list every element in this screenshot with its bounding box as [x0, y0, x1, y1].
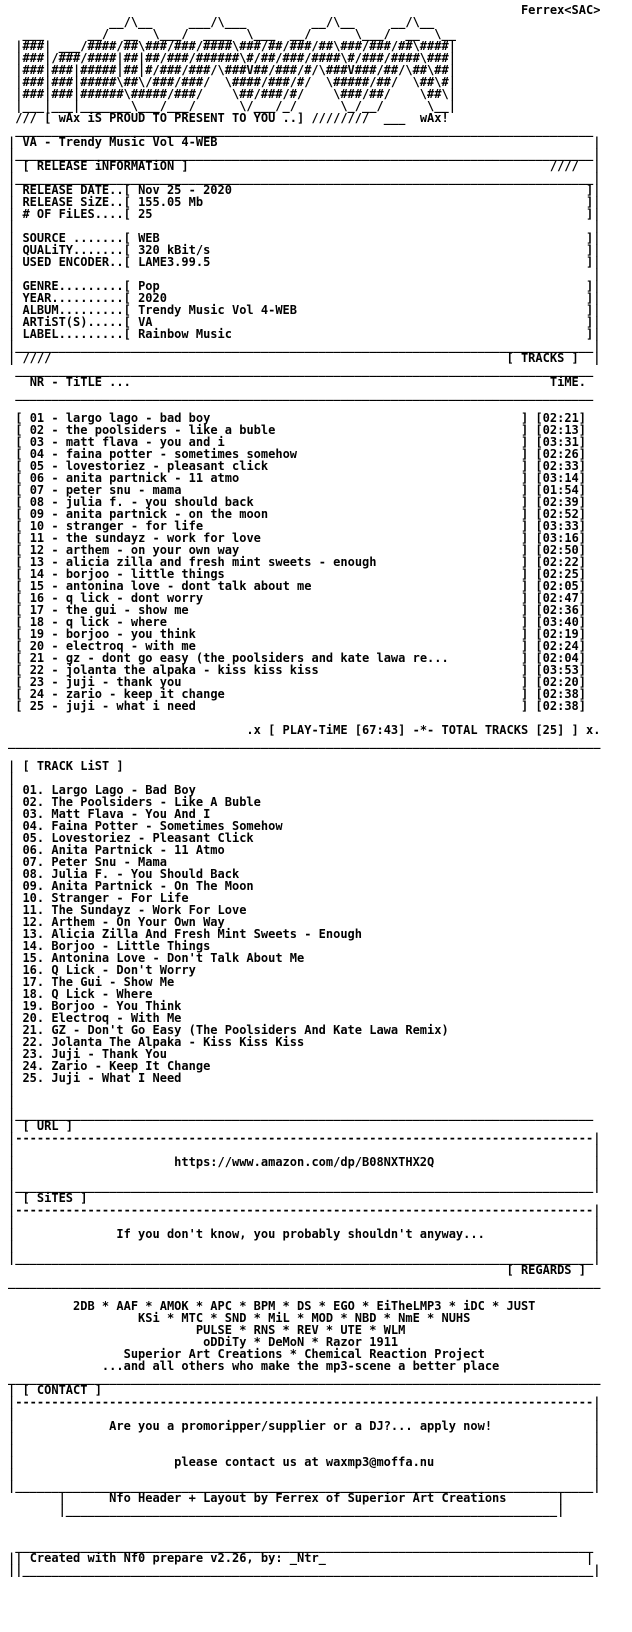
track-list-item: 20. Electroq - With Me [22, 1011, 182, 1025]
release-field-label: YEAR..........[ [22, 291, 131, 305]
track-number: 18 [29, 615, 45, 629]
track-list-item: 10. Stranger - For Life [22, 891, 189, 905]
track-title: juji - what i need [65, 699, 196, 713]
track-title: stranger - for life [65, 519, 204, 533]
release-field-label: USED ENCODER..[ [22, 255, 131, 269]
playtime-summary: .x [ PLAY-TiME [67:43] -*- TOTAL TRACKS [25] ] x. [246, 723, 601, 737]
track-number: 21 [29, 651, 45, 665]
track-time: 02:25 [542, 567, 579, 581]
track-list-item: 21. GZ - Don't Go Easy (The Poolsiders And Kate Lawa Remix) [22, 1023, 449, 1037]
track-list-item: 07. Peter Snu - Mama [22, 855, 167, 869]
section-title-tracks: [ TRACKS ] [506, 351, 579, 365]
release-field-value: Trendy Music Vol 4-WEB [138, 303, 298, 317]
track-number: 17 [29, 603, 45, 617]
regards-line: ...and all others who make the mp3-scene a better place [101, 1359, 500, 1373]
release-field-value: Nov 25 - 2020 [138, 183, 232, 197]
track-title: gz - dont go easy (the poolsiders and kate lawa re... [65, 651, 449, 665]
track-list-item: 17. The Gui - Show Me [22, 975, 175, 989]
track-list-item: 09. Anita Partnick - On The Moon [22, 879, 254, 893]
track-time: 02:13 [542, 423, 579, 437]
track-number: 08 [29, 495, 45, 509]
track-list-item: 16. Q Lick - Don't Worry [22, 963, 196, 977]
release-field-value: LAME3.99.5 [138, 255, 211, 269]
track-title: q lick - dont worry [65, 591, 204, 605]
track-time: 02:04 [542, 651, 579, 665]
track-number: 04 [29, 447, 45, 461]
release-name: VA - Trendy Music Vol 4-WEB [22, 135, 218, 149]
track-title: jolanta the alpaka - kiss kiss kiss [65, 663, 319, 677]
track-number: 23 [29, 675, 45, 689]
contact-email: please contact us at waxmp3@moffa.nu [174, 1455, 435, 1469]
release-field-value: 25 [138, 207, 153, 221]
track-number: 13 [29, 555, 45, 569]
track-time: 02:20 [542, 675, 579, 689]
track-number: 15 [29, 579, 45, 593]
track-title: largo lago - bad boy [65, 411, 211, 425]
section-title-url: [ URL ] [22, 1119, 74, 1133]
section-title-release-info: [ RELEASE iNFORMATiON ] [22, 159, 189, 173]
track-number: 24 [29, 687, 45, 701]
track-list-item: 04. Faina Potter - Sometimes Somehow [22, 819, 283, 833]
track-title: anita partnick - on the moon [65, 507, 269, 521]
layout-credit: Nfo Header + Layout by Ferrex of Superior Art Creations [109, 1491, 507, 1505]
header-signature: Ferrex<SAC> [520, 3, 601, 17]
regards-line: Superior Art Creations * Chemical Reaction Project [123, 1347, 485, 1361]
track-list-item: 24. Zario - Keep It Change [22, 1059, 211, 1073]
track-number: 02 [29, 423, 45, 437]
nfo-document: Ferrex<SAC> __/\__ ___/\___ __/\__ __/\__ ___ __/ __ \___/ ____ \___ __/ \___/ __ \__ |###| ___/####/##\###/###/####\###/##/###/##\###/###/##\####| |###|/###/####|##|##/###/######\#/##/###/####\#/###/####\###| |###|###|#####|##|#/###/###/\###V##/###/#/\###V###/##/\##\##| |###|###|#####\##\/###/###/ \####/###/#/ \#####/##/ \##\#| |###|###|######\#####/###/ \##/###/#/ \###/##/ \##\| |___|___|_______\___/___/ \/___/_/ \_/__/ \__| /// [ wAx iS PROUD TO PRESENT TO YOU ..] //////// ___ wAx! ________________________________________________________________________________ | VA - Trendy Music Vol 4-WEB | |________________________________________________________________________________| | [ RELEASE iNFORMATiON ] //// | |________________________________________________________________________________| | RELEASE DATE..[ Nov 25 - 2020 ]| | RELEASE SiZE..[ 155.05 Mb ]| | # OF FiLES....[ 25 ]| | | | SOURCE .......[ WEB ]| | QUALiTY.......[ 320 kBit/s ]| | USED ENCODER..[ LAME3.99.5 ]| | | | GENRE.........[ Pop ]| | YEAR..........[ 2020 ]| | ALBUM.........[ Trendy Music Vol 4-WEB ]| | ARTiST(S).....[ VA ]| | LABEL.........[ Rainbow Music ]| |________________________________________________________________________________| | //// [ TRACKS ] | ________________________________________________________________________________ NR - TiTLE ... TiME. ________________________________________________________________________________ [ 01 - largo lago - bad boy ] [02:21] [ 02 - the poolsiders - like a buble ] [02:13] [ 03 - matt flava - you and i ] [03:31] [ 04 - faina potter - sometimes somehow ] [02:26] [ 05 - lovestoriez - pleasant click ] [02:33] [ 06 - anita partnick - 11 atmo ] [03:14] [ 07 - peter snu - mama ] [01:54] [ 08 - julia f. - you should back ] [02:39] [ 09 - anita partnick - on the moon ] [02:52] [ 10 - stranger - for life ] [03:33] [ 11 - the sundayz - work for love ] [03:16] [ 12 - arthem - on your own way ] [02:50] [ 13 - alicia zilla and fresh mint sweets - enough ] [02:22] [ 14 - borjoo - little things ] [02:25] [ 15 - antonina love - dont talk about me ] [02:05] [ 16 - q lick - dont worry ] [02:47] [ 17 - the gui - show me ] [02:36] [ 18 - q lick - where ] [03:40] [ 19 - borjoo - you think ] [02:19] [ 20 - electroq - with me ] [02:24] [ 21 - gz - dont go easy (the poolsiders and kate lawa re... ] [02:04] [ 22 - jolanta the alpaka - kiss kiss kiss ] [03:53] [ 23 - juji - thank you ] [02:20] [ 24 - zario - keep it change ] [02:38] [ 25 - juji - what i need ] [02:38] .x [ PLAY-TiME [67:43] -*- TOTAL TRACKS [25] ] x. __________________________________________________________________________________ | [ TRACK LiST ] | | 01. Largo Lago - Bad Boy | 02. The Poolsiders - Like A Buble | 03. Matt Flava - You And I | 04. Faina Potter - Sometimes Somehow | 05. Lovestoriez - Pleasant Click | 06. Anita Partnick - 11 Atmo | 07. Peter Snu - Mama | 08. Julia F. - You Should Back | 09. Anita Partnick - On The Moon | 10. Stranger - For Life | 11. The Sundayz - Work For Love | 12. Arthem - On Your Own Way | 13. Alicia Zilla And Fresh Mint Sweets - Enough | 14. Borjoo - Little Things | 15. Antonina Love - Don't Talk About Me | 16. Q Lick - Don't Worry | 17. The Gui - Show Me | 18. Q Lick - Where | 19. Borjoo - You Think | 20. Electroq - With Me | 21. GZ - Don't Go Easy (The Poolsiders And Kate Lawa Remix) | 22. Jolanta The Alpaka - Kiss Kiss Kiss | 23. Juji - Thank You | 24. Zario - Keep It Change | 25. Juji - What I Need | | |________________________________________________________________________________ | [ URL ] |--------------------------------------------------------------------------------| | | | https://www.amazon.com/dp/B08NXTHX2Q | | | |________________________________________________________________________________| | [ SiTES ] |--------------------------------------------------------------------------------| | | | If you don't know, you probably shouldn't anyway... | | | |________________________________________________________________________________| [ REGARDS ] __________________________________________________________________________________ 2DB * AAF * AMOK * APC * BPM * DS * EGO * EiTheLMP3 * iDC * JUST KSi * MTC * SND * MiL * MOD * NBD * NmE * NUHS PULSE * RNS * REV * UTE * WLM oDDiTy * DeMoN * Razor 1911 Superior Art Creations * Chemical Reaction Project ...and all others who make the mp3-scene a better place __________________________________________________________________________________ | [ CONTACT ] |--------------------------------------------------------------------------------| | | | Are you a promoripper/supplier or a DJ?... apply now! | | | | | | please contact us at waxmp3@moffa.nu | | | |________________________________________________________________________________| | Nfo Header + Layout by Ferrex of Superior Art Creations | |____________________________________________________________________| ________________________________________________________________________________ || Created with Nf0 prepare v2.26, by: _Ntr_ | ||_______________________________________________________________________________| [8, 3, 601, 1577]
track-time: 02:38 [542, 699, 579, 713]
release-field-label: ALBUM.........[ [22, 303, 131, 317]
track-time: 02:21 [542, 411, 579, 425]
track-title: antonina love - dont talk about me [65, 579, 312, 593]
release-field-value: VA [138, 315, 153, 329]
track-time: 02:26 [542, 447, 579, 461]
release-field-label: LABEL.........[ [22, 327, 131, 341]
track-title: julia f. - you should back [65, 495, 254, 509]
release-field-label: RELEASE SiZE..[ [22, 195, 131, 209]
track-time: 03:31 [542, 435, 579, 449]
track-time: 03:16 [542, 531, 579, 545]
track-number: 10 [29, 519, 45, 533]
release-field-label: # OF FiLES....[ [22, 207, 131, 221]
track-list-item: 25. Juji - What I Need [22, 1071, 182, 1085]
track-number: 09 [29, 507, 45, 521]
release-field-value: 320 kBit/s [138, 243, 211, 257]
release-field-value: 155.05 Mb [138, 195, 204, 209]
track-title: q lick - where [65, 615, 167, 629]
track-list-item: 13. Alicia Zilla And Fresh Mint Sweets - Enough [22, 927, 363, 941]
section-title-track-list: [ TRACK LiST ] [22, 759, 124, 773]
track-time: 02:50 [542, 543, 579, 557]
track-title: juji - thank you [65, 675, 182, 689]
track-time: 01:54 [542, 483, 579, 497]
release-url: https://www.amazon.com/dp/B08NXTHX2Q [174, 1155, 435, 1169]
regards-line: 2DB * AAF * AMOK * APC * BPM * DS * EGO * EiTheLMP3 * iDC * JUST [73, 1299, 536, 1313]
track-number: 14 [29, 567, 45, 581]
track-time: 03:40 [542, 615, 579, 629]
track-title: alicia zilla and fresh mint sweets - enough [65, 555, 377, 569]
track-title: anita partnick - 11 atmo [65, 471, 240, 485]
track-title: peter snu - mama [65, 483, 182, 497]
track-number: 07 [29, 483, 45, 497]
track-time: 03:33 [542, 519, 579, 533]
track-number: 12 [29, 543, 45, 557]
track-time: 03:53 [542, 663, 579, 677]
release-field-label: GENRE.........[ [22, 279, 131, 293]
track-title: lovestoriez - pleasant click [65, 459, 269, 473]
track-title: electroq - with me [65, 639, 196, 653]
section-title-sites: [ SiTES ] [22, 1191, 88, 1205]
track-list-item: 23. Juji - Thank You [22, 1047, 167, 1061]
track-time: 02:33 [542, 459, 579, 473]
track-title: the sundayz - work for love [65, 531, 261, 545]
track-list-item: 06. Anita Partnick - 11 Atmo [22, 843, 225, 857]
track-time: 02:36 [542, 603, 579, 617]
track-list-item: 14. Borjoo - Little Things [22, 939, 211, 953]
contact-apply: Are you a promoripper/supplier or a DJ?... apply now! [109, 1419, 493, 1433]
track-list-item: 03. Matt Flava - You And I [22, 807, 211, 821]
track-number: 03 [29, 435, 45, 449]
track-title: borjoo - you think [65, 627, 196, 641]
track-title: the gui - show me [65, 603, 189, 617]
track-list-item: 12. Arthem - On Your Own Way [22, 915, 225, 929]
track-list-item: 05. Lovestoriez - Pleasant Click [22, 831, 254, 845]
regards-line: oDDiTy * DeMoN * Razor 1911 [203, 1335, 399, 1349]
track-title: faina potter - sometimes somehow [65, 447, 298, 461]
track-number: 22 [29, 663, 45, 677]
track-number: 11 [29, 531, 45, 545]
track-time: 02:19 [542, 627, 579, 641]
track-time: 02:47 [542, 591, 579, 605]
sites-text: If you don't know, you probably shouldn't anyway... [116, 1227, 485, 1241]
section-title-contact: [ CONTACT ] [22, 1383, 102, 1397]
release-field-label: RELEASE DATE..[ [22, 183, 131, 197]
proud-to-present: [ wAx iS PROUD TO PRESENT TO YOU ..] [44, 111, 305, 125]
track-number: 25 [29, 699, 45, 713]
release-field-value: WEB [138, 231, 160, 245]
release-field-value: Pop [138, 279, 160, 293]
track-title: arthem - on your own way [65, 543, 240, 557]
track-list-item: 08. Julia F. - You Should Back [22, 867, 240, 881]
track-list-item: 02. The Poolsiders - Like A Buble [22, 795, 261, 809]
track-time: 02:38 [542, 687, 579, 701]
track-title: borjoo - little things [65, 567, 225, 581]
logo-tag: wAx! [419, 111, 449, 125]
track-number: 06 [29, 471, 45, 485]
track-time: 02:39 [542, 495, 579, 509]
track-list-item: 11. The Sundayz - Work For Love [22, 903, 247, 917]
release-field-value: Rainbow Music [138, 327, 232, 341]
section-title-regards: [ REGARDS ] [506, 1263, 586, 1277]
track-time: 02:22 [542, 555, 579, 569]
track-time: 03:14 [542, 471, 579, 485]
track-list-item: 22. Jolanta The Alpaka - Kiss Kiss Kiss [22, 1035, 305, 1049]
regards-line: PULSE * RNS * REV * UTE * WLM [195, 1323, 406, 1337]
release-field-label: SOURCE .......[ [22, 231, 131, 245]
track-list-item: 01. Largo Lago - Bad Boy [22, 783, 196, 797]
track-number: 01 [29, 411, 45, 425]
column-header-title: NR - TiTLE ... [29, 375, 131, 389]
release-field-value: 2020 [138, 291, 167, 305]
track-number: 16 [29, 591, 45, 605]
track-list-item: 19. Borjoo - You Think [22, 999, 182, 1013]
regards-line: KSi * MTC * SND * MiL * MOD * NBD * NmE * NUHS [138, 1311, 471, 1325]
track-title: zario - keep it change [65, 687, 225, 701]
release-field-label: ARTiST(S).....[ [22, 315, 131, 329]
created-with: Created with Nf0 prepare v2.26, by: _Ntr_ [29, 1551, 326, 1565]
release-field-label: QUALiTY.......[ [22, 243, 131, 257]
track-list-item: 15. Antonina Love - Don't Talk About Me [22, 951, 305, 965]
track-title: matt flava - you and i [65, 435, 225, 449]
track-time: 02:05 [542, 579, 579, 593]
track-number: 20 [29, 639, 45, 653]
track-number: 19 [29, 627, 45, 641]
track-number: 05 [29, 459, 45, 473]
track-title: the poolsiders - like a buble [65, 423, 276, 437]
track-time: 02:52 [542, 507, 579, 521]
track-list-item: 18. Q Lick - Where [22, 987, 153, 1001]
track-time: 02:24 [542, 639, 579, 653]
column-header-time: TiME. [549, 375, 586, 389]
